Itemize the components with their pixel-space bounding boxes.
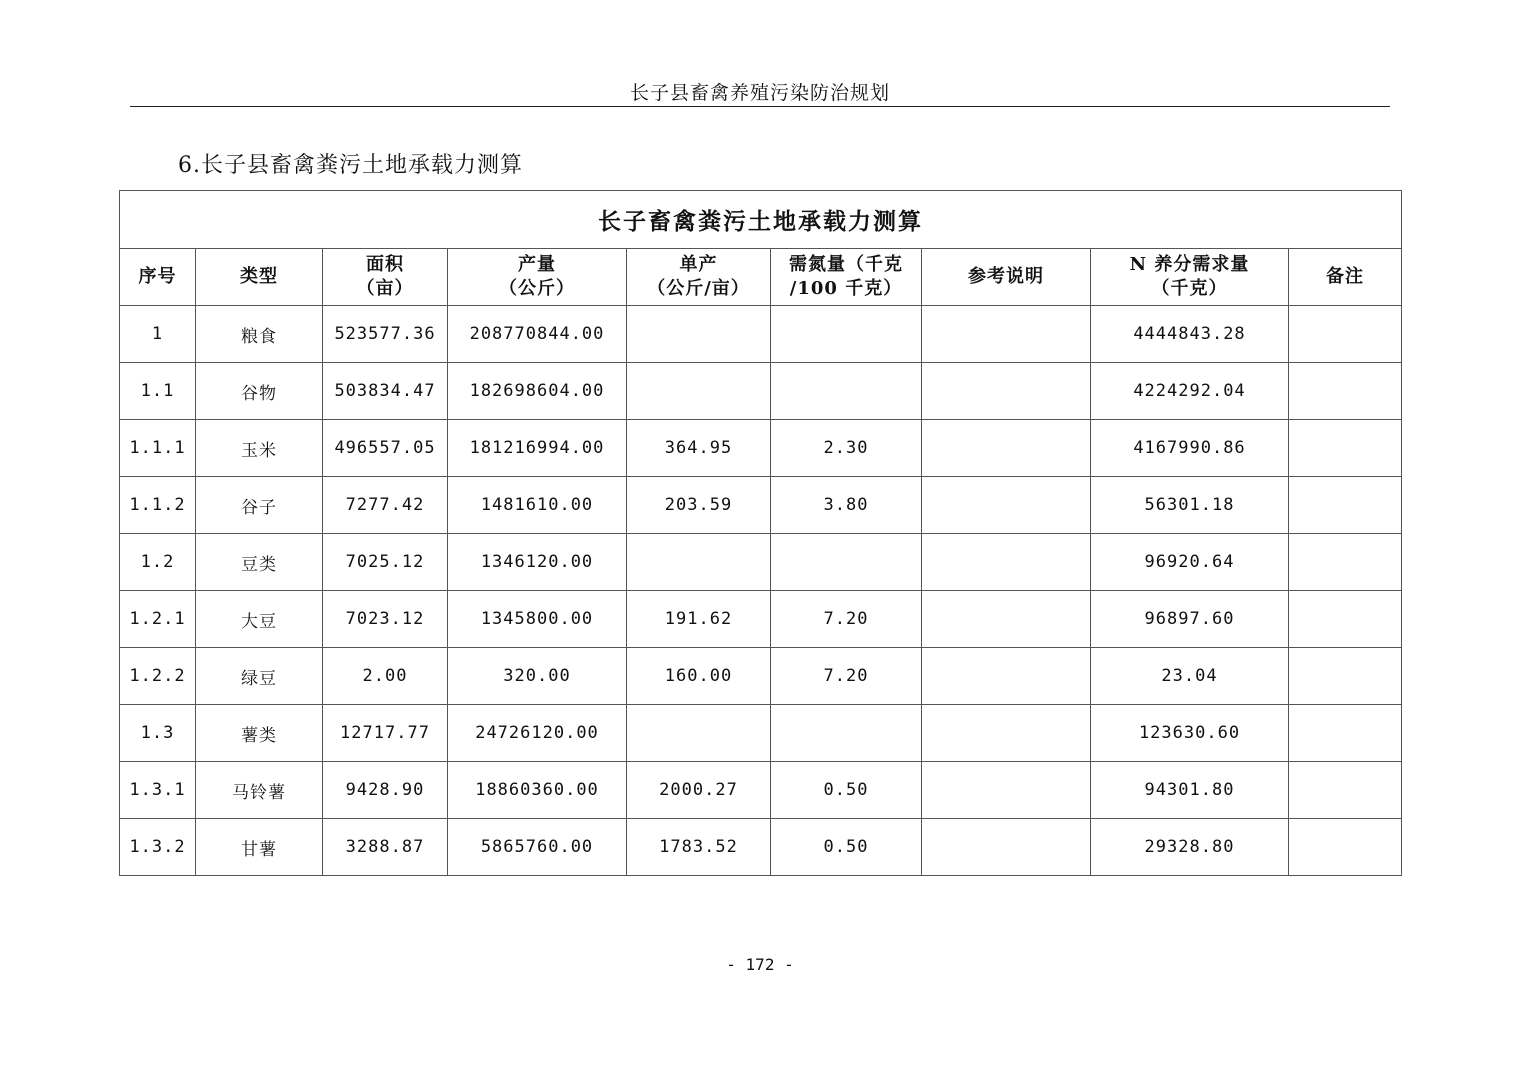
table-cell: 4167990.86 (1091, 420, 1289, 477)
column-header: 序号 (120, 249, 196, 306)
table-cell: 181216994.00 (448, 420, 627, 477)
table-cell: 208770844.00 (448, 306, 627, 363)
table-row (120, 420, 1402, 477)
table-cell (922, 534, 1091, 591)
table-cell (771, 306, 922, 363)
table-cell (1289, 591, 1402, 648)
table-cell: 谷物 (196, 363, 323, 420)
table-cell: 3.80 (771, 477, 922, 534)
table-cell (922, 306, 1091, 363)
column-header: 参考说明 (922, 249, 1091, 306)
table-cell (922, 477, 1091, 534)
table-cell: 9428.90 (323, 762, 448, 819)
table-cell: 1.3.2 (120, 819, 196, 876)
table-cell (1289, 420, 1402, 477)
table-cell: 364.95 (627, 420, 771, 477)
table-cell: 1346120.00 (448, 534, 627, 591)
table-cell (922, 648, 1091, 705)
table-row (120, 477, 1402, 534)
table-cell: 薯类 (196, 705, 323, 762)
table-cell: 7.20 (771, 648, 922, 705)
table-cell: 1481610.00 (448, 477, 627, 534)
table-cell: 1.3.1 (120, 762, 196, 819)
table-cell: 24726120.00 (448, 705, 627, 762)
table-cell: 203.59 (627, 477, 771, 534)
table-cell: 320.00 (448, 648, 627, 705)
table-cell: 1 (120, 306, 196, 363)
table-cell (1289, 534, 1402, 591)
table-cell: 2.30 (771, 420, 922, 477)
table-cell: 523577.36 (323, 306, 448, 363)
table-row (120, 819, 1402, 876)
table-cell: 4444843.28 (1091, 306, 1289, 363)
table-row (120, 363, 1402, 420)
table-cell: 12717.77 (323, 705, 448, 762)
table-cell (1289, 477, 1402, 534)
table-cell (1289, 819, 1402, 876)
table-cell (1289, 306, 1402, 363)
column-header: 产量 （公斤） (448, 249, 627, 306)
table-cell (627, 705, 771, 762)
table-cell: 谷子 (196, 477, 323, 534)
running-header: 长子县畜禽养殖污染防治规划 (629, 82, 890, 104)
table-cell (1289, 705, 1402, 762)
table-cell (627, 306, 771, 363)
table-cell: 豆类 (196, 534, 323, 591)
table-cell (922, 705, 1091, 762)
section-title: 6.长子县畜禽粪污土地承载力测算 (178, 153, 523, 178)
table-cell: 182698604.00 (448, 363, 627, 420)
table-cell: 3288.87 (323, 819, 448, 876)
table-cell (627, 363, 771, 420)
table-cell: 23.04 (1091, 648, 1289, 705)
table-row (120, 762, 1402, 819)
carrying-capacity-table (119, 190, 1402, 876)
table-row (120, 534, 1402, 591)
table-cell (771, 705, 922, 762)
table-cell: 大豆 (196, 591, 323, 648)
table-cell: 7277.42 (323, 477, 448, 534)
table-cell: 7023.12 (323, 591, 448, 648)
table-cell: 0.50 (771, 819, 922, 876)
table-row (120, 648, 1402, 705)
table-cell: 甘薯 (196, 819, 323, 876)
table-cell: 496557.05 (323, 420, 448, 477)
table-row (120, 591, 1402, 648)
table-cell: 粮食 (196, 306, 323, 363)
table-cell: 96897.60 (1091, 591, 1289, 648)
column-header: 备注 (1289, 249, 1402, 306)
table-cell (922, 819, 1091, 876)
table-cell: 1783.52 (627, 819, 771, 876)
table-cell: 191.62 (627, 591, 771, 648)
column-header: N 养分需求量 （千克） (1091, 249, 1289, 306)
header-rule (130, 106, 1390, 107)
table-cell: 1.2 (120, 534, 196, 591)
table-cell: 18860360.00 (448, 762, 627, 819)
table-cell (1289, 648, 1402, 705)
table-cell: 2000.27 (627, 762, 771, 819)
table-cell: 4224292.04 (1091, 363, 1289, 420)
table-row (120, 705, 1402, 762)
table-cell: 123630.60 (1091, 705, 1289, 762)
column-header: 类型 (196, 249, 323, 306)
table-cell (1289, 363, 1402, 420)
table-cell (771, 363, 922, 420)
table-cell (922, 420, 1091, 477)
table-cell: 7.20 (771, 591, 922, 648)
table-cell (922, 762, 1091, 819)
table-cell: 503834.47 (323, 363, 448, 420)
table-cell: 马铃薯 (196, 762, 323, 819)
table-row (120, 306, 1402, 363)
table-caption: 长子畜禽粪污土地承载力测算 (120, 191, 1402, 249)
table-cell: 94301.80 (1091, 762, 1289, 819)
table-cell: 绿豆 (196, 648, 323, 705)
table-cell: 玉米 (196, 420, 323, 477)
table-cell (922, 363, 1091, 420)
table-cell: 1.2.1 (120, 591, 196, 648)
table-cell (1289, 762, 1402, 819)
page-number: - 172 - (726, 955, 794, 974)
column-header: 单产 （公斤/亩） (627, 249, 771, 306)
table-cell: 160.00 (627, 648, 771, 705)
table-header-row (120, 249, 1402, 306)
table-cell: 2.00 (323, 648, 448, 705)
table-cell (771, 534, 922, 591)
table-cell: 1345800.00 (448, 591, 627, 648)
table-caption-row (120, 191, 1402, 249)
table-cell: 1.1.1 (120, 420, 196, 477)
table-cell: 56301.18 (1091, 477, 1289, 534)
table-cell: 0.50 (771, 762, 922, 819)
column-header: 需氮量（千克 /100 千克） (771, 249, 922, 306)
table-cell: 1.3 (120, 705, 196, 762)
table-cell: 7025.12 (323, 534, 448, 591)
column-header: 面积 （亩） (323, 249, 448, 306)
table-cell (627, 534, 771, 591)
table-cell: 96920.64 (1091, 534, 1289, 591)
table-cell (922, 591, 1091, 648)
table-cell: 1.2.2 (120, 648, 196, 705)
table-cell: 1.1 (120, 363, 196, 420)
table-cell: 5865760.00 (448, 819, 627, 876)
table-cell: 29328.80 (1091, 819, 1289, 876)
table-cell: 1.1.2 (120, 477, 196, 534)
